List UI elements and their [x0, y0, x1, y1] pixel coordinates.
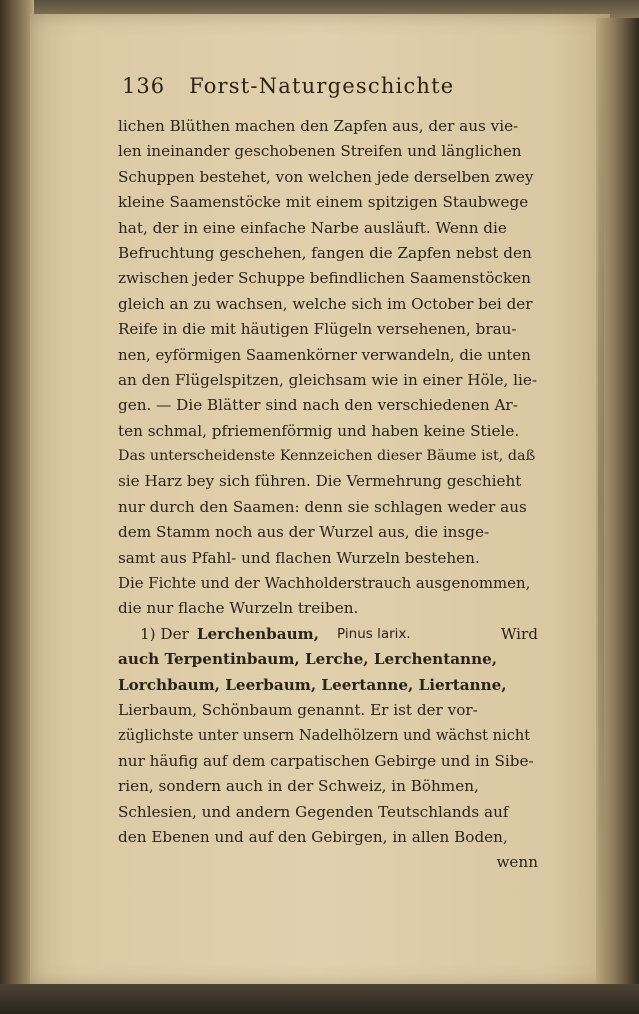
- page-fold-shadow: [598, 60, 604, 940]
- text-line: die nur flache Wurzeln treiben.: [118, 599, 359, 618]
- text-line: gen. — Die Blätter sind nach den verschiedenen Ar-: [118, 396, 518, 415]
- text-line: Schuppen bestehet, von welchen jede derselben zwey: [118, 167, 534, 186]
- text-line: Reife in die mit häutigen Flügeln versehenen, brau-: [118, 320, 517, 339]
- text-line: kleine Saamenstöcke mit einem spitzigen Staubwege: [118, 193, 529, 212]
- text-line: an den Flügelspitzen, gleichsam wie in einer Höle, lie-: [118, 370, 537, 389]
- book-left-edge: [0, 0, 34, 1014]
- section-term: Lerchenbaum,: [196, 624, 320, 643]
- section-continuation: Wird: [500, 624, 538, 643]
- text-line: rien, sondern auch in der Schweiz, in Böhmen,: [118, 777, 479, 796]
- running-header: [122, 74, 522, 108]
- text-line: samt aus Pfahl- und flachen Wurzeln bestehen.: [118, 548, 480, 567]
- text-line: ten schmal, pfriemenförmig und haben keine Stiele.: [118, 421, 520, 440]
- book-bottom-edge: [0, 984, 639, 1014]
- text-line: Lorchbaum, Leerbaum, Leertanne, Liertanne,: [118, 675, 507, 694]
- text-line: sie Harz bey sich führen. Die Vermehrung geschieht: [118, 472, 522, 491]
- text-line: gleich an zu wachsen, welche sich im October bei der: [118, 294, 533, 313]
- text-line: nur häufig auf dem carpatischen Gebirge und in Sibe-: [118, 751, 534, 770]
- catchword: wenn: [496, 853, 538, 872]
- text-line: auch Terpentinbaum, Lerche, Lerchentanne,: [118, 650, 498, 669]
- body-text: [118, 114, 538, 876]
- text-line: Das unterscheidenste Kennzeichen dieser Bäume ist, daß: [118, 448, 536, 465]
- running-head-title: Forst-Naturgeschichte: [189, 74, 455, 98]
- text-line: Schlesien, und andern Gegenden Teutschlands auf: [118, 802, 509, 821]
- text-line: lichen Blüthen machen den Zapfen aus, der aus vie-: [118, 117, 519, 135]
- text-line: züglichste unter unsern Nadelhölzern und wächst nicht: [118, 727, 531, 745]
- page-number: 136: [122, 74, 166, 98]
- text-line: hat, der in eine einfache Narbe ausläuft. Wenn die: [118, 218, 507, 237]
- text-line: Die Fichte und der Wachholderstrauch ausgenommen,: [118, 574, 531, 593]
- text-line: nur durch den Saamen: denn sie schlagen weder aus: [118, 497, 527, 516]
- text-line: Lierbaum, Schönbaum genannt. Er ist der vor-: [118, 700, 478, 719]
- text-line: dem Stamm noch aus der Wurzel aus, die insge-: [118, 523, 490, 542]
- text-line: len ineinander geschobenen Streifen und länglichen: [118, 142, 522, 161]
- text-line: zwischen jeder Schuppe befindlichen Saamenstöcken: [118, 269, 531, 288]
- catchword-line: [118, 850, 538, 875]
- section-heading-line: [118, 622, 538, 647]
- text-line: nen, eyförmigen Saamenkörner verwandeln, die unten: [118, 345, 531, 364]
- section-latin-name: Pinus larix.: [337, 625, 411, 642]
- text-line: Befruchtung geschehen, fangen die Zapfen nebst den: [118, 243, 532, 262]
- text-line: den Ebenen und auf den Gebirgen, in allen Boden,: [118, 827, 508, 846]
- section-number: 1) Der: [140, 624, 189, 643]
